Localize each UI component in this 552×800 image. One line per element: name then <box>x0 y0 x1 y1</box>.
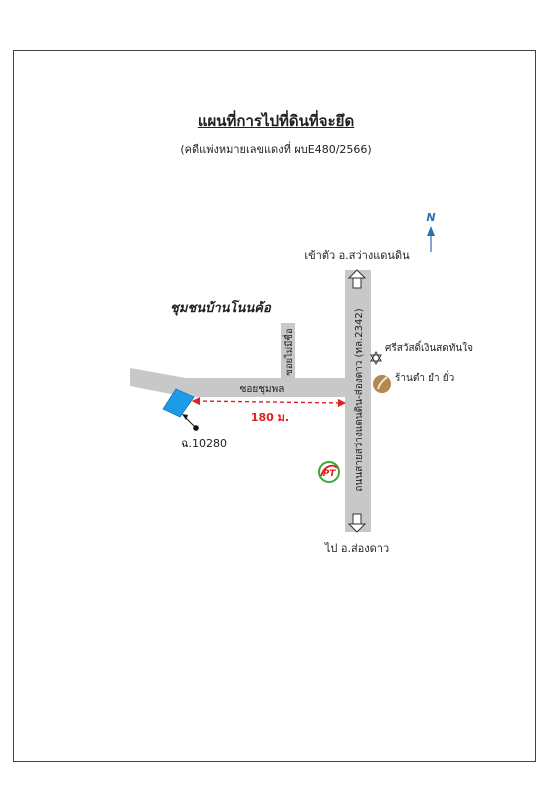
main-road-label: ถนนสายสว่างแดนดิน-ส่องดาว (ทล.2342) <box>354 308 365 492</box>
gas-station-icon <box>319 462 339 482</box>
star-of-david-icon <box>371 352 381 364</box>
north-label: N <box>426 211 436 224</box>
parcel-label: ฉ.10280 <box>181 437 227 450</box>
landmark-shop-label: ร้านตำ ยำ ยั่ว <box>395 373 455 384</box>
page-subtitle: (คดีแพ่งหมายเลขแดงที่ ผบE480/2566) <box>180 143 372 156</box>
shop-logo-icon <box>373 375 391 393</box>
soi-label: ซอยชุมพล <box>239 384 285 395</box>
road-top-label: เข้าตัว อ.สว่างแดนดิน <box>304 249 410 262</box>
gas-station-logo-text: PT <box>322 469 336 479</box>
route-line <box>196 401 342 403</box>
road-bottom-label: ไป อ.ส่องดาว <box>324 542 390 555</box>
north-arrow-icon <box>427 226 435 252</box>
side-lane-label: ซอยไม่มีชื่อ <box>284 328 295 376</box>
distance-label: 180 ม. <box>250 411 290 424</box>
page-title: แผนที่การไปที่ดินที่จะยึด <box>197 112 355 130</box>
community-label: ชุมชนบ้านโนนค้อ <box>170 301 271 316</box>
soi-road <box>130 368 346 397</box>
landmark-temple-label: ศรีสวัสดิ์เงินสดทันใจ <box>385 343 473 354</box>
parcel-pointer <box>182 414 199 431</box>
